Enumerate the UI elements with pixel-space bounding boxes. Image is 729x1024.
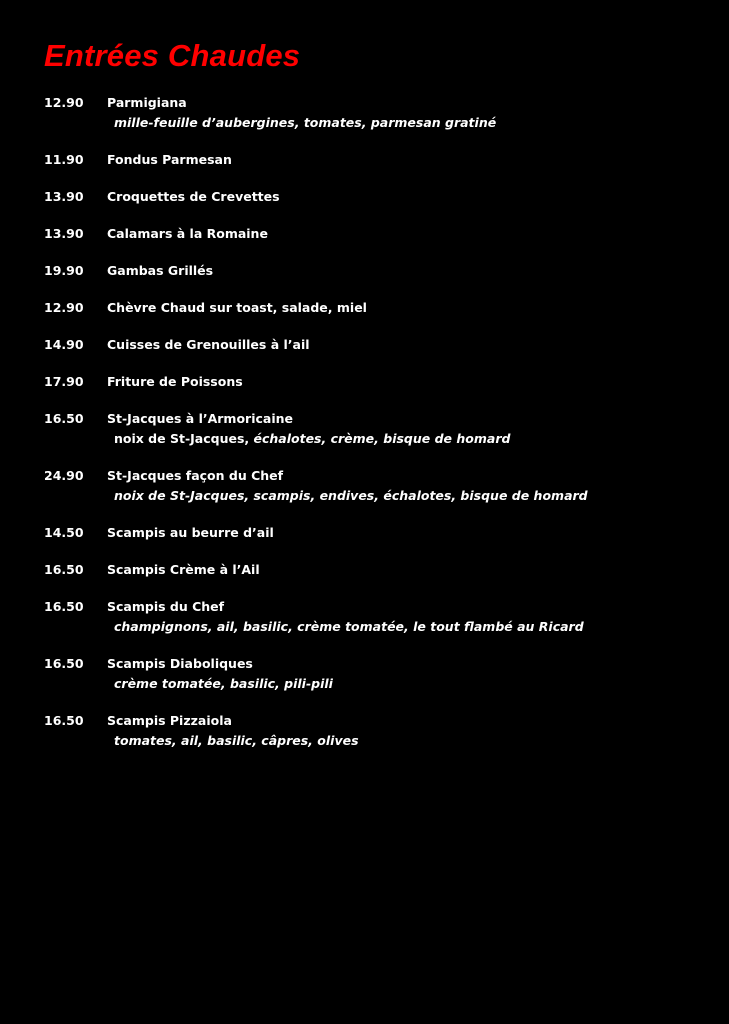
dish	[107, 711, 359, 751]
dish-description: crème tomatée, basilic, pili-pili	[114, 676, 333, 691]
menu-item	[44, 560, 704, 580]
dish	[107, 466, 588, 506]
dish-name: Parmigiana	[107, 95, 187, 110]
dish-name: Croquettes de Crevettes	[107, 189, 280, 204]
item-price: 24.90	[44, 468, 84, 483]
dish-description: noix de St-Jacques, scampis, endives, échalotes, bisque de homard	[114, 488, 588, 503]
dish-name: Fondus Parmesan	[107, 152, 232, 167]
item-price: 19.90	[44, 263, 84, 278]
menu-list	[44, 93, 704, 768]
item-price: 14.90	[44, 337, 84, 352]
menu-item	[44, 224, 704, 244]
dish-name: Friture de Poissons	[107, 374, 243, 389]
dish-description: mille-feuille d’aubergines, tomates, parmesan gratiné	[114, 115, 497, 130]
dish-name: Scampis au beurre d’ail	[107, 525, 274, 540]
dish	[107, 150, 232, 170]
menu-item	[44, 93, 704, 133]
dish-description	[107, 429, 510, 449]
dish	[107, 298, 367, 318]
item-price: 13.90	[44, 226, 84, 241]
page-title: Entrées Chaudes	[44, 38, 301, 73]
dish-description: tomates, ail, basilic, câpres, olives	[114, 733, 359, 748]
dish	[107, 654, 333, 694]
menu-item	[44, 335, 704, 355]
item-price: 16.50	[44, 713, 84, 728]
menu-item	[44, 409, 704, 449]
item-price: 12.90	[44, 95, 84, 110]
dish	[107, 224, 268, 244]
menu-item	[44, 150, 704, 170]
dish	[107, 523, 274, 543]
dish-name: Calamars à la Romaine	[107, 226, 268, 241]
dish	[107, 187, 280, 207]
dish	[107, 335, 310, 355]
item-price: 16.50	[44, 411, 84, 426]
menu-item	[44, 372, 704, 392]
menu-item	[44, 711, 704, 751]
dish-name: St-Jacques à l’Armoricaine	[107, 411, 294, 426]
dish	[107, 409, 510, 449]
item-price: 16.50	[44, 562, 84, 577]
menu-item	[44, 466, 704, 506]
item-price: 16.50	[44, 656, 84, 671]
dish-description-italic: échalotes, crème, bisque de homard	[253, 431, 511, 446]
item-price: 17.90	[44, 374, 84, 389]
item-price: 11.90	[44, 152, 84, 167]
dish-name: Scampis Diaboliques	[107, 656, 253, 671]
menu-item	[44, 261, 704, 281]
dish	[107, 372, 243, 392]
menu-item	[44, 187, 704, 207]
dish-name: Chèvre Chaud sur toast, salade, miel	[107, 300, 367, 315]
dish	[107, 261, 213, 281]
dish-name: Scampis du Chef	[107, 599, 225, 614]
item-price: 12.90	[44, 300, 84, 315]
dish	[107, 93, 496, 133]
menu-item	[44, 298, 704, 318]
dish	[107, 597, 584, 637]
dish-name: Scampis Pizzaiola	[107, 713, 232, 728]
item-price: 16.50	[44, 599, 84, 614]
dish-name: Gambas Grillés	[107, 263, 214, 278]
dish-description: champignons, ail, basilic, crème tomatée, le tout flambé au Ricard	[114, 619, 584, 634]
dish-name: Cuisses de Grenouilles à l’ail	[107, 337, 310, 352]
item-price: 14.50	[44, 525, 84, 540]
dish-name: St-Jacques façon du Chef	[107, 468, 284, 483]
menu-item	[44, 523, 704, 543]
dish-name: Scampis Crème à l’Ail	[107, 562, 260, 577]
dish-description-plain: noix de St-Jacques,	[114, 431, 254, 446]
menu-item	[44, 654, 704, 694]
item-price: 13.90	[44, 189, 84, 204]
dish	[107, 560, 260, 580]
menu-item	[44, 597, 704, 637]
